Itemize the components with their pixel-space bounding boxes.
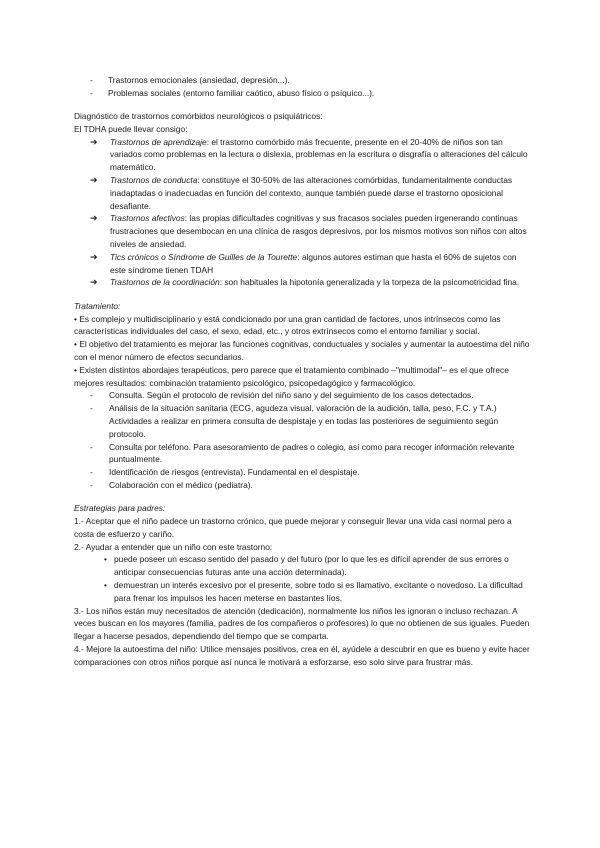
diagnosis-title: Diagnóstico de trastornos comórbidos neurológicos o psiquiátricos: xyxy=(74,111,323,122)
arrow-icon: ➔ xyxy=(90,213,98,224)
term-desc: : las propias dificultades cognitivas y sus fracasos sociales pueden irgenerando continuas frustraciones que desembocan en una clínica de rasgos depresivos, por los mismos motivos son niños con altos niveles de ansiedad. xyxy=(110,213,527,250)
strategy-2: 2.- Ayudar a entender que un niño con este trastorno: xyxy=(74,541,273,552)
list-item xyxy=(104,553,530,579)
list-item-text: Identificación de riesgos (entrevista). Fundamental en el despistaje. xyxy=(109,467,360,478)
term: Trastornos afectivos xyxy=(110,213,185,224)
list-item-text: demuestran un interés excesivo por el presente, sobre todo si es llamativo, excitante o novedoso. La dificultad para frenar los impulsos les hacen meterse en bastantes líos. xyxy=(114,579,523,603)
list-item-text: Consulta por teléfono. Para asesoramiento de padres o colegio, así como para recoger información relevante puntualmente. xyxy=(109,441,515,465)
arrow-icon: ➔ xyxy=(90,136,98,147)
comorbid-list xyxy=(74,136,530,290)
list-item xyxy=(90,276,530,289)
term: Trastornos de aprendizaje xyxy=(110,136,207,147)
strategy-4: 4.- Mejore la autoestima del niño: Utilice mensajes positivos, crea en él, ayúdele a descubrir en que es bueno y evite hacer comparaciones con otros niños porque así nunca le motivará a esforzarse, eso solo sirve para frustrar más. xyxy=(74,643,530,667)
list-item-text: Colaboración con el médico (pediatra). xyxy=(109,479,253,490)
dash-bullet: - xyxy=(90,87,93,98)
dash-bullet: - xyxy=(90,390,93,401)
document-page xyxy=(74,74,530,669)
treatment-paragraph: • Es complejo y multidisciplinario y está condicionado por una gran cantidad de factores, unos intrínsecos como las características individuales del caso, el sexo, edad, etc., y otros extrínsecos como el entorno familiar y social. xyxy=(74,313,501,337)
list-item-text: puede poseer un escaso sentido del pasado y del futuro (por lo que les es difícil aprender de sus errores o anticipar consecuencias futuras ante una acción determinada). xyxy=(114,554,509,578)
term: Trastornos de la coordinación xyxy=(110,277,220,288)
list-item xyxy=(90,212,530,250)
term-desc: : son habituales la hipotonía generalizada y la torpeza de la psicomotricidad fina. xyxy=(219,277,520,288)
list-item xyxy=(90,136,530,174)
treatment-title: Tratamiento: xyxy=(74,300,121,311)
list-item xyxy=(90,174,530,212)
list-item xyxy=(90,389,530,402)
list-item xyxy=(90,87,530,100)
term: Trastornos de conducta xyxy=(110,175,198,186)
dash-bullet: - xyxy=(90,403,93,414)
term-desc: : algunos autores estiman que hasta el 60% de sujetos con este síndrome tienen TDAH xyxy=(110,251,517,275)
dash-bullet: - xyxy=(90,441,93,452)
dash-bullet: - xyxy=(90,479,93,490)
treatment-paragraph: • El objetivo del tratamiento es mejorar las funciones cognitivas, conductuales y sociales y aumentar la autoestima del niño con el menor número de efectos secundarios. xyxy=(74,339,530,362)
list-item xyxy=(90,402,530,440)
arrow-icon: ➔ xyxy=(90,251,98,262)
bullet-icon: • xyxy=(104,579,107,590)
list-item xyxy=(90,441,530,467)
diagnosis-intro: El TDHA puede llevar consigo: xyxy=(74,123,188,134)
dash-bullet: - xyxy=(90,75,93,85)
strategy-3: 3.- Los niños están muy necesitados de atención (dedicación), normalmente los niños les ignoran o incluso rechazan. A veces buscan en los mayores (familia, padres de los compañeros o profesores) lo que no obtienen de sus iguales. Pueden llegar a hacerse pesados, dependiendo del tiempo que se comparta. xyxy=(74,605,530,642)
strategies-title: Estrategias para padres: xyxy=(74,503,166,514)
dash-bullet: - xyxy=(90,467,93,478)
bullet-icon: • xyxy=(104,554,107,565)
strategy-1: 1.- Aceptar que el niño padece un trastorno crónico, que puede mejorar y conseguir llevar una vida casi normal pero a costa de esfuerzo y cariño. xyxy=(74,516,512,539)
term: Tics crónicos o Síndrome de Guilles de la Tourette xyxy=(110,251,298,262)
arrow-icon: ➔ xyxy=(90,277,98,288)
list-item xyxy=(90,466,530,479)
list-item-text: Problemas sociales (entorno familiar caótico, abuso físico o psíquico...). xyxy=(108,87,375,98)
list-item-text: Consulta. Según el protocolo de revisión del niño sano y del seguimiento de los casos detectados. xyxy=(109,390,474,401)
treatment-paragraph: • Existen distintos abordajes terapéuticos, pero parece que el tratamiento combinado –"multimodal"– es el que ofrece mejores resultados: combinación tratamiento psicológico, psicopedagógico y farmacológico. xyxy=(74,364,509,388)
list-item-text: Trastornos emocionales (ansiedad, depresión...). xyxy=(108,75,290,85)
list-item xyxy=(90,479,530,492)
list-item xyxy=(104,579,530,605)
term-desc: : el trastorno comórbido más frecuente, presente en el 20-40% de niños son tan variados como problemas en la lectura o dislexia, problemas en la escritura o disgrafía o alteraciones del cálculo matemático. xyxy=(110,136,528,173)
term-desc: : constituye el 30-50% de las alteraciones comórbidas, fundamentalmente conductas inadaptadas o inadecuadas en función del contexto, aunque también puede darse el trastorno oposicional desafiante. xyxy=(110,175,513,211)
list-item-text: Análisis de la situación sanitaria (ECG, agudeza visual, valoración de la audición, talla, peso, F.C. y T.A.) Actividades a realizar en primera consulta de despistaje y en todas las posteriores de seguimiento según protocolo. xyxy=(109,403,499,439)
treatment-list xyxy=(74,389,530,491)
top-list xyxy=(74,74,530,100)
list-item xyxy=(90,251,530,277)
list-item xyxy=(90,74,530,87)
arrow-icon: ➔ xyxy=(90,175,98,186)
